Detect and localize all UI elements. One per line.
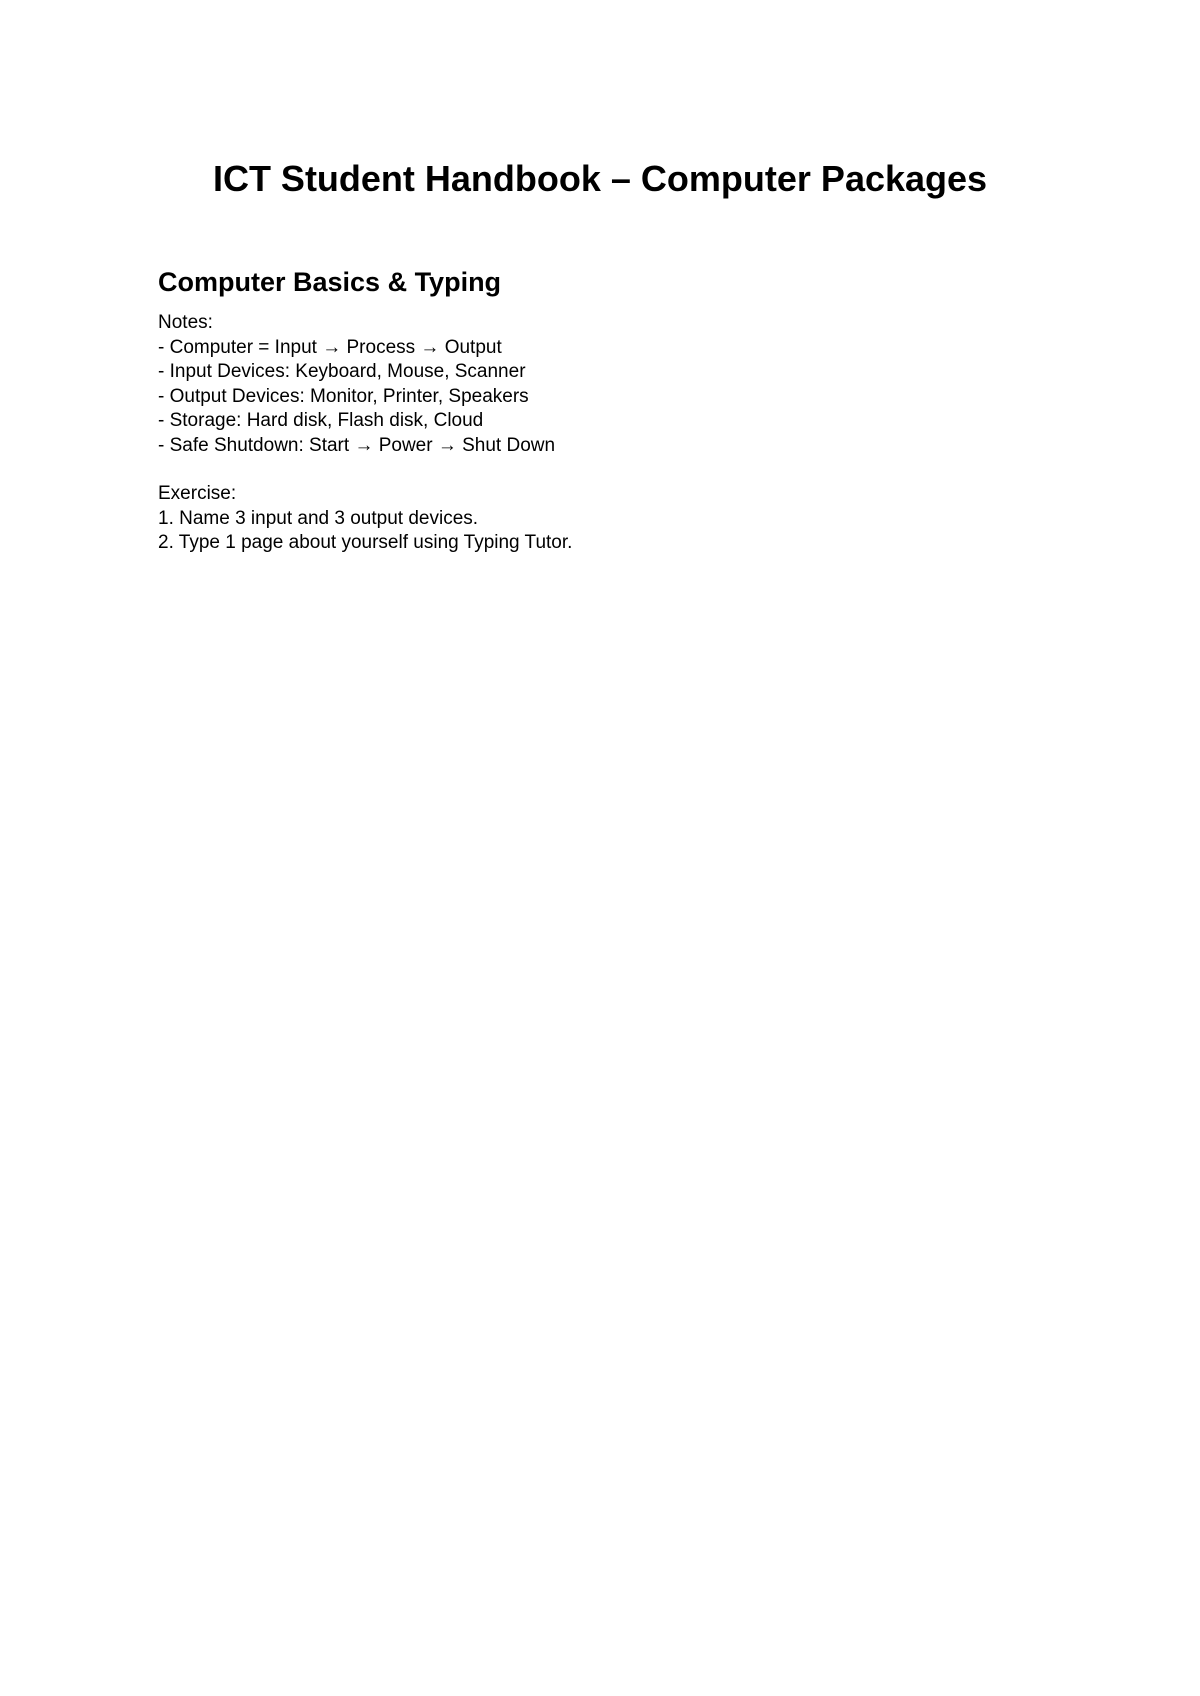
notes-block [158,311,1058,458]
exercise-item: 2. Type 1 page about yourself using Typing Tutor. [158,532,573,553]
exercise-label: Exercise: [158,483,237,504]
exercise-item: 1. Name 3 input and 3 output devices. [158,507,479,529]
notes-item: - Computer = Input → Process → Output [158,336,502,358]
document-title: ICT Student Handbook – Computer Packages [212,158,988,199]
exercise-block [158,482,1058,556]
notes-item: - Input Devices: Keyboard, Mouse, Scanner [158,361,526,382]
notes-label: Notes: [158,312,213,333]
section-heading: Computer Basics & Typing [158,267,502,297]
notes-item: - Safe Shutdown: Start → Power → Shut Down [158,434,556,456]
notes-item: - Storage: Hard disk, Flash disk, Cloud [158,410,484,431]
notes-item: - Output Devices: Monitor, Printer, Speakers [158,385,529,407]
spacer [158,458,1058,482]
section-computer-basics [158,265,1058,556]
